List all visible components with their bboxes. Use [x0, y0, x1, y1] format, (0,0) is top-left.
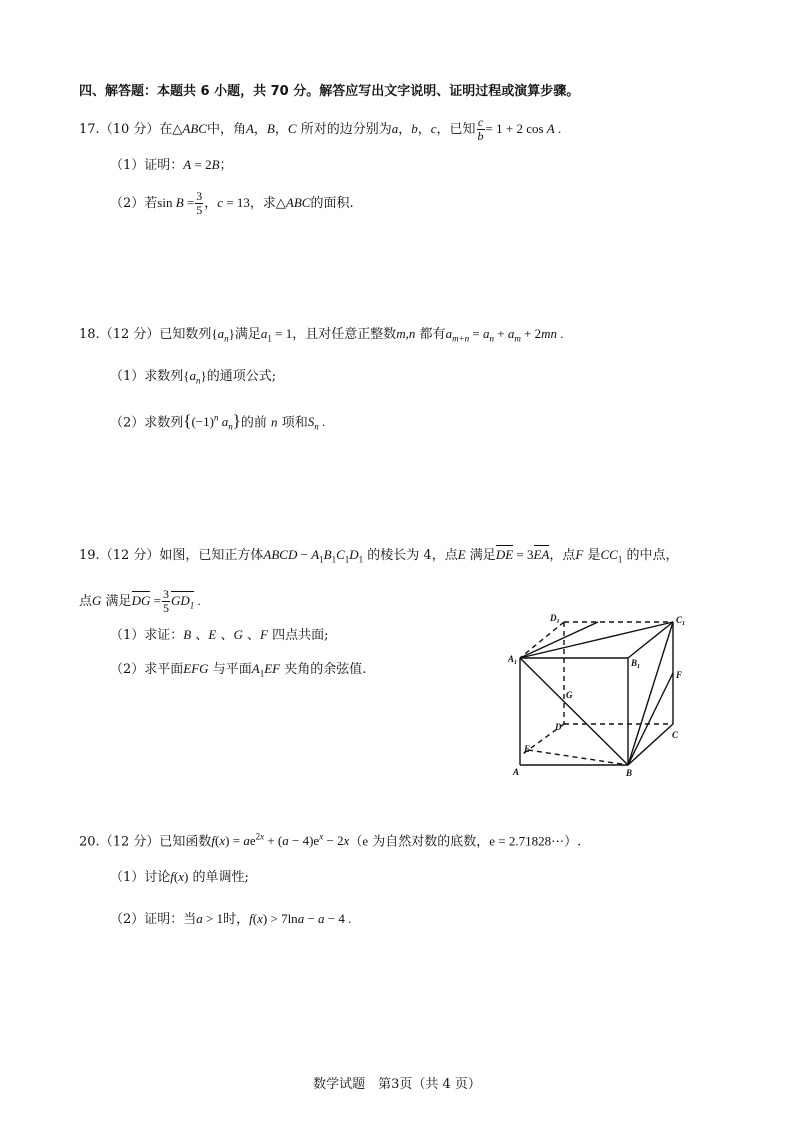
- part-label: （1）: [110, 369, 145, 384]
- part-text: 证明：当: [144, 912, 197, 927]
- label-D: D: [555, 722, 562, 732]
- part-label: （1）: [110, 158, 145, 173]
- part-text: 求证：: [144, 628, 184, 643]
- stem-text: 是: [587, 548, 601, 563]
- label-E: E: [524, 744, 531, 754]
- stem-text: 的中点，: [626, 548, 679, 563]
- part-label: （1）: [110, 870, 145, 885]
- stem-text: 如图，已知正方体: [159, 548, 264, 563]
- question-20-part-1: （1）讨论f(x) 的单调性;: [110, 869, 249, 885]
- question-17-part-1: （1）证明：A = 2B；: [110, 157, 233, 173]
- stem-text: 满足: [105, 594, 132, 609]
- line-A1B: [520, 658, 628, 765]
- part-text: 的通项公式;: [206, 369, 277, 384]
- label-B1: $B_1$: [631, 658, 641, 670]
- stem-text: （: [349, 834, 363, 850]
- question-19-stem-line2: 点G 满足DG = $\frac{3}{5}$ $GD_1$ .: [79, 587, 201, 615]
- stem-text: 在△: [159, 122, 183, 137]
- stem-text: 的棱长为 4，点: [367, 548, 458, 563]
- part-text: 项和: [281, 415, 308, 431]
- stem-text: 点: [79, 594, 93, 609]
- question-19-part-1: （1）求证：B 、E 、G 、F 四点共面;: [110, 627, 329, 643]
- stem-text: 满足: [234, 327, 261, 342]
- part-text: 四点共面;: [272, 628, 329, 643]
- part-label: （2）: [110, 196, 145, 211]
- stem-text: ）.: [564, 834, 582, 850]
- question-score: （10 分）: [99, 122, 160, 137]
- line-A1-top: [520, 622, 598, 658]
- part-text: 求平面: [144, 662, 184, 677]
- stem-text: 为自然对数的底数，: [372, 834, 490, 850]
- question-number: 18.: [79, 327, 100, 342]
- question-17-stem: 17.（10 分）在△ABC中，角A，B，C 所对的边分别为a，b，c，已知 $\frac{c}{b}$ = 1 + 2 cos A .: [79, 115, 562, 143]
- question-17-part-2: （2）若sin B = $\frac{3}{5}$ ，c = 13，求△ABC的面积.: [110, 189, 354, 217]
- part-label: （2）: [110, 415, 145, 431]
- part-text: 讨论: [144, 870, 171, 885]
- question-number: 20.: [79, 834, 100, 850]
- question-19-stem: 19.（12 分）如图，已知正方体ABCD − $A_1B_1C_1D_1$ 的棱长为 4，点E 满足DE = 3EA，点F 是$CC_1$ 的中点，: [79, 547, 679, 565]
- stem-text: ，点: [549, 548, 576, 563]
- part-label: （2）: [110, 912, 145, 927]
- part-text: 夹角的余弦值.: [284, 662, 367, 677]
- question-score: （12 分）: [99, 548, 160, 563]
- part-text: 与平面: [212, 662, 252, 677]
- section-heading: 四、解答题：本题共 6 小题，共 70 分。解答应写出文字说明、证明过程或演算步骤。: [79, 84, 580, 99]
- stem-text: 都有: [419, 327, 446, 342]
- fraction: $\frac{3}{5}$: [162, 587, 169, 615]
- label-A: A: [513, 767, 520, 777]
- part-text: 求数列: [144, 415, 184, 431]
- question-score: （12 分）: [99, 834, 160, 850]
- fraction: $\frac{3}{5}$: [196, 189, 203, 217]
- part-label: （1）: [110, 628, 145, 643]
- part-text: 时，: [223, 912, 250, 927]
- question-19-part-2: （2）求平面EFG 与平面$A_1EF$ 夹角的余弦值.: [110, 661, 367, 679]
- label-C: C: [672, 730, 679, 740]
- label-A1: $A_1$: [508, 654, 518, 666]
- question-number: 17.: [79, 122, 100, 137]
- part-text: 的面积.: [310, 196, 354, 211]
- stem-text: 满足: [469, 548, 496, 563]
- stem-text: ，已知: [436, 122, 476, 137]
- question-18-part-2: （2）求数列{$(-1)^n$ $a_n$}的前 n 项和$S_n$ .: [110, 411, 326, 432]
- question-number: 19.: [79, 548, 100, 563]
- cube-figure: [508, 610, 692, 782]
- stem-text: 中，角: [206, 122, 246, 137]
- question-20-part-2: （2）证明：当a > 1时，f(x) > 7lna − a − 4 .: [110, 911, 352, 927]
- label-D1: $D_1$: [550, 613, 560, 625]
- cube-labels: [508, 613, 685, 778]
- part-text: 求数列: [144, 369, 184, 384]
- page-footer: 数学试题 第3页（共 4 页）: [313, 1077, 481, 1092]
- part-text: 的前: [240, 415, 267, 431]
- stem-text: 已知数列: [159, 327, 212, 342]
- part-text: 证明：: [144, 158, 184, 173]
- label-B: B: [626, 768, 633, 778]
- edge-EB: [528, 750, 628, 765]
- stem-text: 所对的边分别为: [300, 122, 392, 137]
- line-BC1: [628, 622, 673, 765]
- question-20-stem: 20.（12 分）已知函数$f(x) = ae^{2x} + (a - 4)e^x - 2x(e$ 为自然对数的底数，e = 2.71828⋯）.: [79, 832, 582, 850]
- question-score: （12 分）: [99, 327, 160, 342]
- question-18-stem: 18.（12 分）已知数列$\{a_n\}$满足$a_1 = 1$，且对任意正整数m,n 都有$a_{m+n} = a_n + a_m + 2mn$ .: [79, 326, 564, 344]
- part-label: （2）: [110, 662, 145, 677]
- part-text: 的单调性;: [192, 870, 249, 885]
- fraction: $\frac{c}{b}$: [477, 115, 484, 143]
- part-text: 若: [144, 196, 158, 211]
- label-F: F: [676, 670, 683, 680]
- question-18-part-1: （1）求数列$\{a_n\}$的通项公式;: [110, 368, 277, 386]
- part-text: ，: [204, 196, 218, 211]
- stem-text: ，且对任意正整数: [292, 327, 397, 342]
- line-BF: [628, 673, 673, 765]
- stem-text: 已知函数: [159, 834, 212, 850]
- part-text: ，求△: [249, 196, 286, 211]
- label-C1: $C_1$: [676, 615, 686, 627]
- cube-edges: [520, 622, 673, 765]
- label-G: G: [566, 690, 573, 700]
